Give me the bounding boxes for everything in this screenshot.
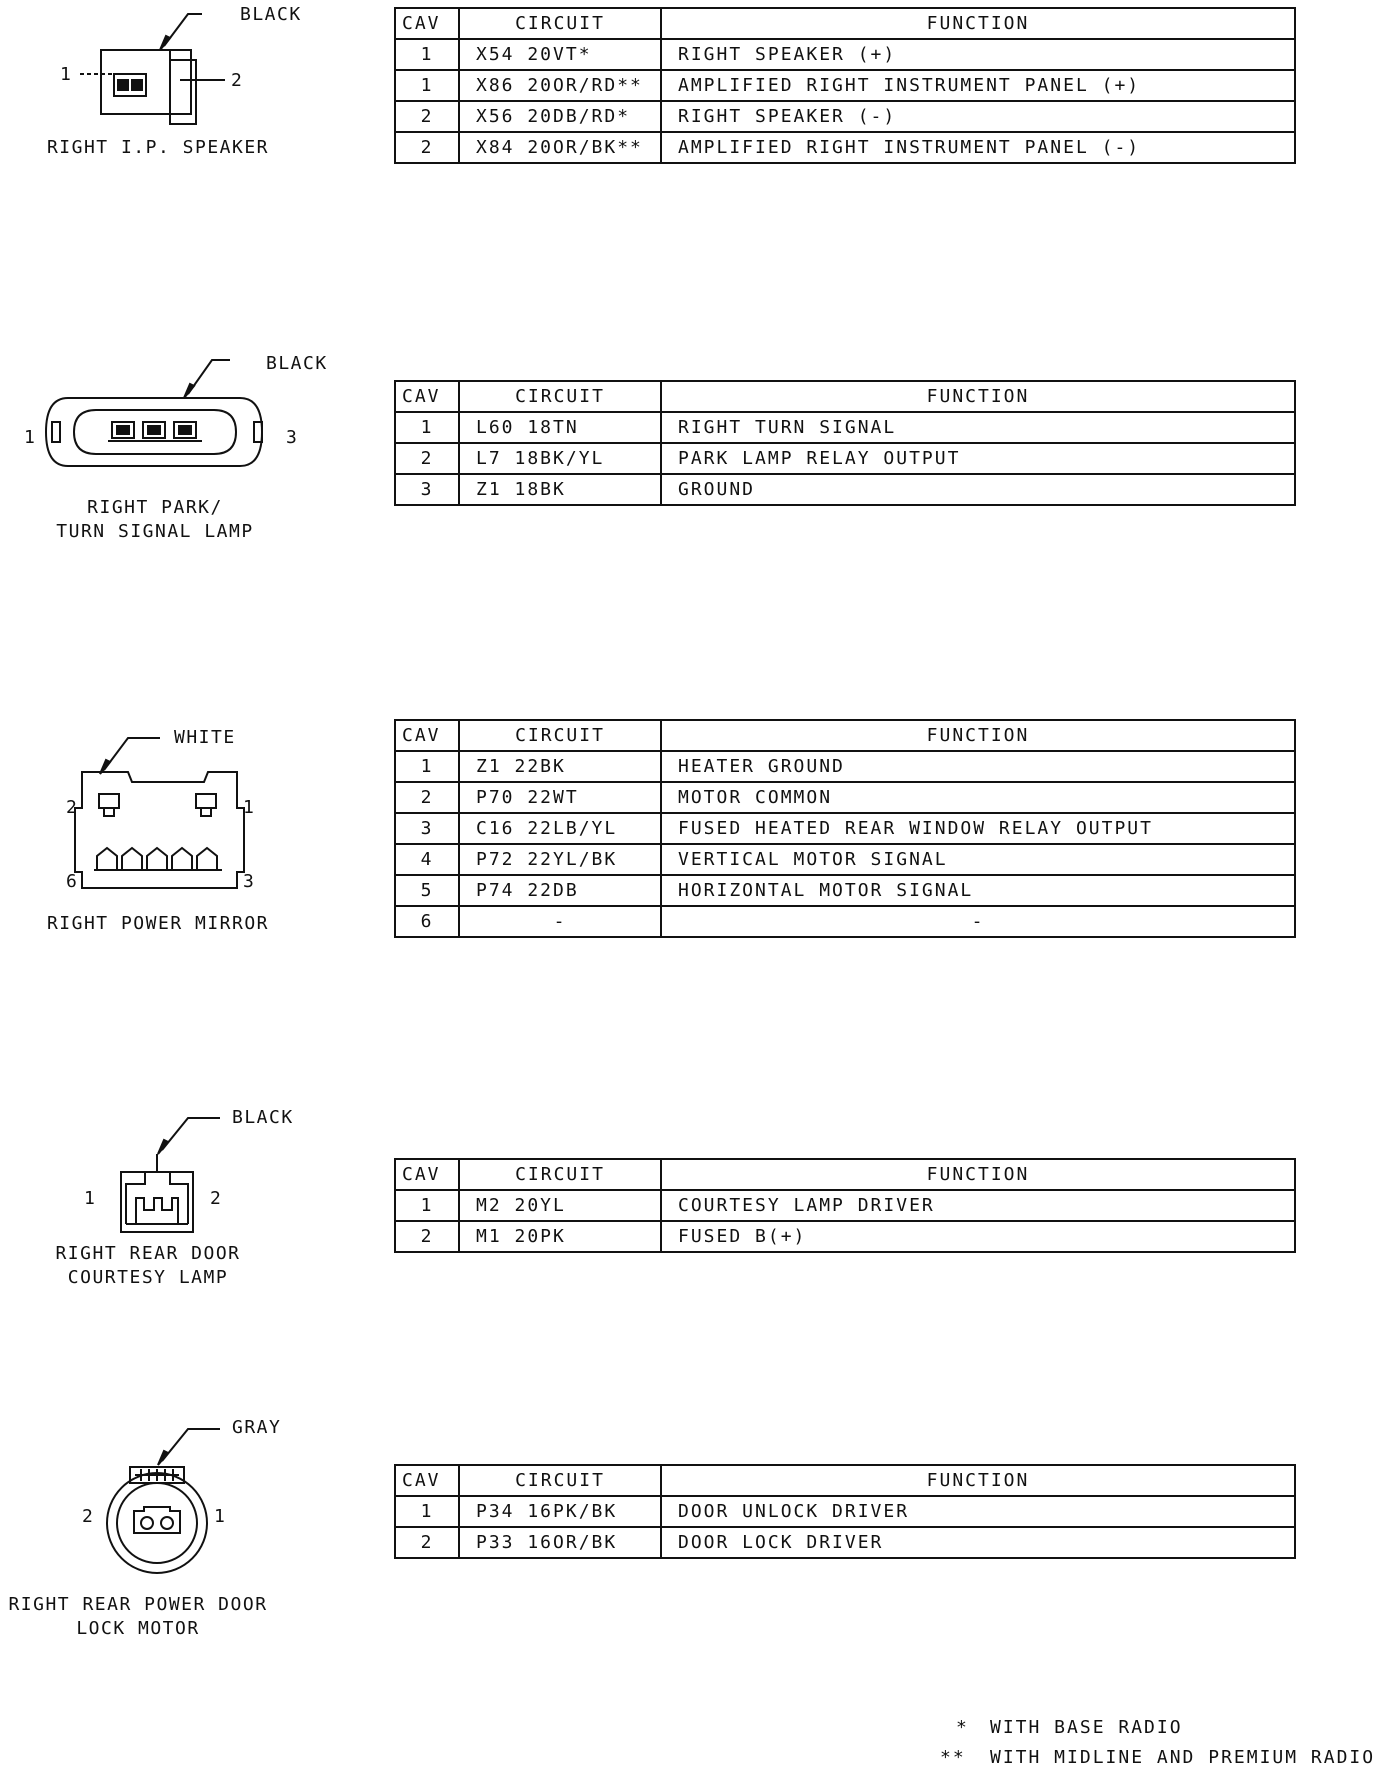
cell-circuit: Z1 18BK [459, 474, 661, 505]
cell-cav: 2 [395, 1221, 459, 1252]
table-header-row [395, 720, 1295, 751]
footnote-mark: ** [940, 1747, 966, 1768]
cell-cav: 1 [395, 751, 459, 782]
header-function: FUNCTION [661, 381, 1295, 412]
cell-cav: 5 [395, 875, 459, 906]
footnote-text: WITH MIDLINE AND PREMIUM RADIO [990, 1747, 1376, 1768]
cell-function: RIGHT TURN SIGNAL [661, 412, 1295, 443]
cell-cav: 2 [395, 1527, 459, 1558]
color-label: BLACK [240, 4, 302, 25]
table-row [395, 101, 1295, 132]
table-row [395, 1527, 1295, 1558]
header-function: FUNCTION [661, 720, 1295, 751]
cell-function: HORIZONTAL MOTOR SIGNAL [661, 875, 1295, 906]
header-cav: CAV [395, 381, 459, 412]
park-lamp-connector-drawing [0, 350, 360, 550]
header-cav: CAV [395, 1465, 459, 1496]
table-row [395, 875, 1295, 906]
color-label: WHITE [174, 727, 236, 748]
header-cav: CAV [395, 720, 459, 751]
cell-cav: 1 [395, 39, 459, 70]
table-row [395, 39, 1295, 70]
table-row [395, 844, 1295, 875]
caption-line: RIGHT I.P. SPEAKER [46, 137, 270, 158]
footnote-text: WITH BASE RADIO [990, 1717, 1183, 1738]
cell-circuit: - [459, 906, 661, 937]
cell-function: HEATER GROUND [661, 751, 1295, 782]
cell-circuit: P33 16OR/BK [459, 1527, 661, 1558]
table-row [395, 1221, 1295, 1252]
cell-function: RIGHT SPEAKER (+) [661, 39, 1295, 70]
cell-function: AMPLIFIED RIGHT INSTRUMENT PANEL (+) [661, 70, 1295, 101]
cell-circuit: C16 22LB/YL [459, 813, 661, 844]
cell-cav: 2 [395, 443, 459, 474]
cell-function: AMPLIFIED RIGHT INSTRUMENT PANEL (-) [661, 132, 1295, 163]
cell-circuit: X54 20VT* [459, 39, 661, 70]
connector-caption [10, 912, 306, 936]
header-circuit: CIRCUIT [459, 8, 661, 39]
cell-cav: 3 [395, 474, 459, 505]
cell-circuit: L7 18BK/YL [459, 443, 661, 474]
cell-function: GROUND [661, 474, 1295, 505]
cell-circuit: L60 18TN [459, 412, 661, 443]
cell-cav: 2 [395, 132, 459, 163]
cell-circuit: Z1 22BK [459, 751, 661, 782]
header-circuit: CIRCUIT [459, 1465, 661, 1496]
table-row [395, 1496, 1295, 1527]
pinout-table [394, 719, 1296, 938]
pin-label-1: 1 [60, 64, 73, 85]
color-label: BLACK [266, 353, 328, 374]
table-row [395, 474, 1295, 505]
cell-circuit: X56 20DB/RD* [459, 101, 661, 132]
speaker-connector-drawing [0, 0, 340, 170]
header-function: FUNCTION [661, 8, 1295, 39]
cell-cav: 1 [395, 70, 459, 101]
caption-line: RIGHT POWER MIRROR [46, 913, 270, 934]
table-row [395, 813, 1295, 844]
pin-label-6: 6 [66, 871, 79, 892]
cell-function: COURTESY LAMP DRIVER [661, 1190, 1295, 1221]
cell-function: PARK LAMP RELAY OUTPUT [661, 443, 1295, 474]
header-function: FUNCTION [661, 1465, 1295, 1496]
table-header-row [395, 1465, 1295, 1496]
cell-circuit: X86 20OR/RD** [459, 70, 661, 101]
header-circuit: CIRCUIT [459, 720, 661, 751]
caption-line: RIGHT PARK/ [87, 497, 223, 518]
cell-circuit: P72 22YL/BK [459, 844, 661, 875]
header-cav: CAV [395, 8, 459, 39]
cell-cav: 3 [395, 813, 459, 844]
cell-function: DOOR UNLOCK DRIVER [661, 1496, 1295, 1527]
connector-caption [10, 496, 300, 544]
cell-cav: 2 [395, 101, 459, 132]
table-header-row [395, 381, 1295, 412]
cell-circuit: P34 16PK/BK [459, 1496, 661, 1527]
pin-label-1: 1 [243, 797, 256, 818]
cell-circuit: M1 20PK [459, 1221, 661, 1252]
cell-function: RIGHT SPEAKER (-) [661, 101, 1295, 132]
cell-circuit: P74 22DB [459, 875, 661, 906]
cell-cav: 1 [395, 412, 459, 443]
connector-caption [20, 136, 296, 160]
table-row [395, 782, 1295, 813]
caption-line: LOCK MOTOR [76, 1618, 200, 1639]
color-label: GRAY [232, 1417, 282, 1438]
pin-label-2: 2 [210, 1188, 223, 1209]
cell-function: FUSED HEATED REAR WINDOW RELAY OUTPUT [661, 813, 1295, 844]
table-row [395, 443, 1295, 474]
cell-function: FUSED B(+) [661, 1221, 1295, 1252]
cell-circuit: M2 20YL [459, 1190, 661, 1221]
pinout-table [394, 7, 1296, 164]
door-lock-connector-drawing [0, 1415, 340, 1655]
table-header-row [395, 8, 1295, 39]
table-header-row [395, 1159, 1295, 1190]
cell-cav: 1 [395, 1496, 459, 1527]
caption-line: RIGHT REAR DOOR [55, 1243, 241, 1264]
pin-label-1: 1 [24, 427, 37, 448]
cell-circuit: X84 20OR/BK** [459, 132, 661, 163]
pin-label-1: 1 [84, 1188, 97, 1209]
cell-function: - [661, 906, 1295, 937]
pin-label-2: 2 [82, 1506, 95, 1527]
table-row [395, 1190, 1295, 1221]
color-label: BLACK [232, 1107, 294, 1128]
cell-cav: 4 [395, 844, 459, 875]
cell-function: VERTICAL MOTOR SIGNAL [661, 844, 1295, 875]
header-circuit: CIRCUIT [459, 1159, 661, 1190]
footnote-mark: * [956, 1717, 969, 1738]
cell-cav: 2 [395, 782, 459, 813]
connector-caption [10, 1242, 286, 1290]
caption-line: COURTESY LAMP [67, 1267, 229, 1288]
table-row [395, 906, 1295, 937]
table-row [395, 70, 1295, 101]
cell-function: MOTOR COMMON [661, 782, 1295, 813]
pin-label-3: 3 [286, 427, 299, 448]
cell-function: DOOR LOCK DRIVER [661, 1527, 1295, 1558]
pin-label-2: 2 [231, 70, 244, 91]
table-row [395, 412, 1295, 443]
cell-cav: 1 [395, 1190, 459, 1221]
mirror-connector-drawing [0, 720, 340, 940]
caption-line: RIGHT REAR POWER DOOR [8, 1594, 268, 1615]
table-row [395, 751, 1295, 782]
connector-caption [0, 1593, 276, 1641]
pin-label-2: 2 [66, 797, 79, 818]
header-function: FUNCTION [661, 1159, 1295, 1190]
table-row [395, 132, 1295, 163]
pin-label-1: 1 [214, 1506, 227, 1527]
caption-line: TURN SIGNAL LAMP [56, 521, 254, 542]
pinout-table [394, 380, 1296, 506]
pinout-table [394, 1464, 1296, 1559]
pinout-table [394, 1158, 1296, 1253]
cell-circuit: P70 22WT [459, 782, 661, 813]
pin-label-3: 3 [243, 871, 256, 892]
cell-cav: 6 [395, 906, 459, 937]
courtesy-lamp-connector-drawing [0, 1107, 340, 1300]
mirror-connector-icon [0, 720, 340, 940]
header-circuit: CIRCUIT [459, 381, 661, 412]
header-cav: CAV [395, 1159, 459, 1190]
